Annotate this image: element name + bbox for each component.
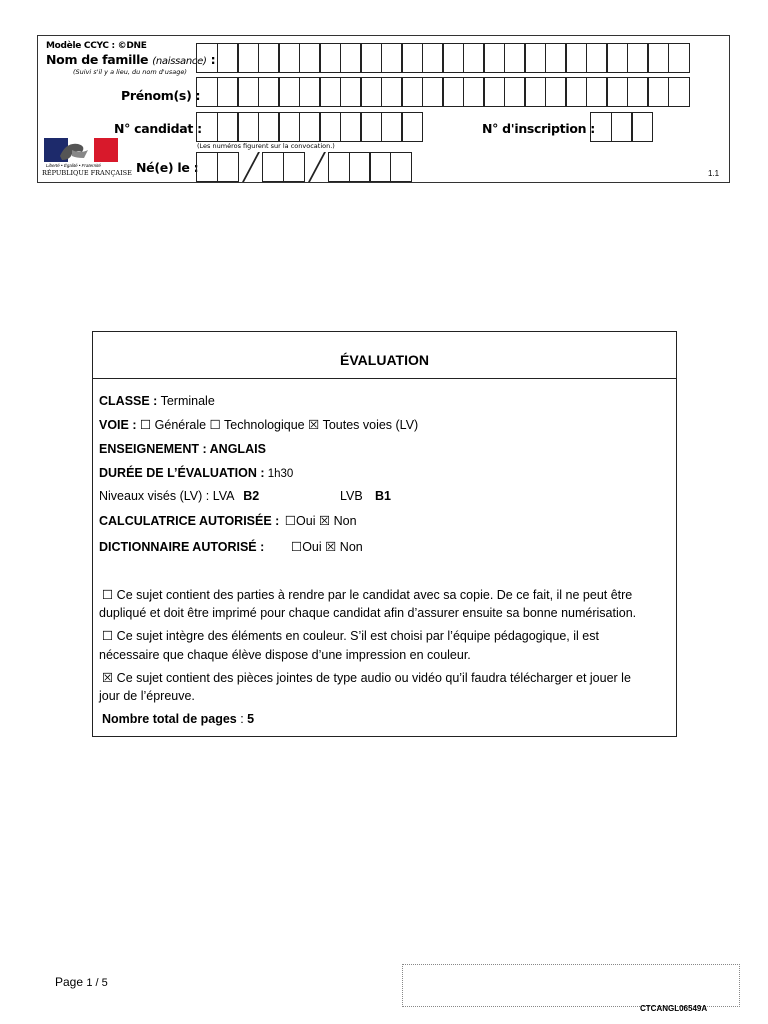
character-box[interactable]: [258, 43, 280, 73]
prenom-label: Prénom(s) :: [121, 88, 201, 103]
character-box[interactable]: [196, 43, 218, 73]
character-box[interactable]: [586, 77, 608, 107]
pages-line: Nombre total de pages : 5: [102, 712, 255, 726]
character-box[interactable]: [442, 43, 464, 73]
model-label: Modèle CCYC : ©DNE: [46, 41, 147, 51]
document-code: CTCANGL06549A: [640, 1004, 708, 1013]
nele-label: Né(e) le :: [136, 160, 199, 175]
calculatrice-line: CALCULATRICE AUTORISÉE : ☐Oui ☒ Non: [99, 514, 357, 528]
character-box[interactable]: [349, 152, 371, 182]
candidat-field[interactable]: [196, 112, 422, 142]
character-box[interactable]: [524, 43, 546, 73]
birth-day-field[interactable]: [196, 152, 237, 182]
character-box[interactable]: [442, 77, 464, 107]
dictionnaire-line: DICTIONNAIRE AUTORISÉ : ☐Oui ☒ Non: [99, 540, 363, 554]
page-number: Page 1 / 5: [55, 975, 108, 989]
classe-line: CLASSE : Terminale: [99, 394, 215, 408]
character-box[interactable]: [504, 77, 526, 107]
note-copie-line1: ☐ Ce sujet contient des parties à rendre par le candidat avec sa copie. De ce fait, il ne peut être: [102, 588, 633, 602]
character-box[interactable]: [237, 43, 259, 73]
character-box[interactable]: [360, 77, 382, 107]
character-box[interactable]: [196, 152, 218, 182]
inscription-label: N° d'inscription :: [482, 121, 595, 136]
note-couleur-line1: ☐ Ce sujet intègre des éléments en couleur. S’il est choisi par l’équipe pédagogique, il est: [102, 629, 599, 643]
character-box[interactable]: [627, 77, 649, 107]
character-box[interactable]: [258, 112, 280, 142]
character-box[interactable]: [283, 152, 305, 182]
character-box[interactable]: [299, 43, 321, 73]
form-version: 1.1: [708, 169, 720, 178]
character-box[interactable]: [328, 152, 350, 182]
inscription-field[interactable]: [590, 112, 652, 142]
character-box[interactable]: [360, 112, 382, 142]
candidat-note: (Les numéros figurent sur la convocation.): [197, 142, 335, 150]
character-box[interactable]: [381, 112, 403, 142]
character-box[interactable]: [278, 43, 300, 73]
character-box[interactable]: [237, 112, 259, 142]
character-box[interactable]: [381, 77, 403, 107]
evaluation-header: [93, 332, 676, 379]
nom-sub-label: (Suivi s'il y a lieu, du nom d'usage): [73, 68, 187, 76]
character-box[interactable]: [217, 152, 239, 182]
nom-naissance: (naissance): [152, 56, 207, 67]
character-box[interactable]: [340, 112, 362, 142]
character-box[interactable]: [631, 112, 653, 142]
character-box[interactable]: [390, 152, 412, 182]
footer-stamp-box: [402, 964, 740, 1007]
note-couleur-line2: nécessaire que chaque élève dispose d’une impression en couleur.: [99, 648, 471, 662]
enseignement-line: ENSEIGNEMENT : ANGLAIS: [99, 442, 266, 456]
character-box[interactable]: [401, 77, 423, 107]
character-box[interactable]: [647, 43, 669, 73]
logo-motto: Liberté • Égalité • Fraternité: [46, 163, 101, 168]
character-box[interactable]: [627, 43, 649, 73]
character-box[interactable]: [504, 43, 526, 73]
character-box[interactable]: [196, 77, 218, 107]
character-box[interactable]: [545, 43, 567, 73]
character-box[interactable]: [401, 43, 423, 73]
character-box[interactable]: [606, 77, 628, 107]
character-box[interactable]: [524, 77, 546, 107]
republique-logo: [42, 136, 132, 182]
note-audio-line2: jour de l’épreuve.: [99, 689, 195, 703]
character-box[interactable]: [565, 77, 587, 107]
character-box[interactable]: [381, 43, 403, 73]
character-box[interactable]: [217, 77, 239, 107]
character-box[interactable]: [422, 77, 444, 107]
birth-month-field[interactable]: [262, 152, 303, 182]
character-box[interactable]: [319, 112, 341, 142]
character-box[interactable]: [647, 77, 669, 107]
character-box[interactable]: [668, 77, 690, 107]
character-box[interactable]: [606, 43, 628, 73]
niveaux-line: Niveaux visés (LV) : LVA B2 LVB B1: [99, 489, 391, 503]
logo-text: RÉPUBLIQUE FRANÇAISE: [42, 169, 132, 177]
note-copie-line2: dupliqué et doit être imprimé pour chaque candidat afin d’assurer ensuite sa bonne numérisation.: [99, 606, 637, 620]
character-box[interactable]: [299, 77, 321, 107]
character-box[interactable]: [545, 77, 567, 107]
note-audio-line1: ☒ Ce sujet contient des pièces jointes de type audio ou vidéo qu’il faudra télécharger et jouer le: [102, 671, 631, 685]
nom-field[interactable]: [196, 43, 688, 73]
character-box[interactable]: [463, 43, 485, 73]
character-box[interactable]: [319, 77, 341, 107]
nom-label: Nom de famille (naissance) :: [46, 52, 216, 67]
character-box[interactable]: [565, 43, 587, 73]
evaluation-box: [92, 331, 677, 737]
character-box[interactable]: [483, 43, 505, 73]
character-box[interactable]: [340, 77, 362, 107]
character-box[interactable]: [237, 77, 259, 107]
duree-line: DURÉE DE L’ÉVALUATION : 1h30: [99, 466, 294, 480]
character-box[interactable]: [299, 112, 321, 142]
character-box[interactable]: [590, 112, 612, 142]
character-box[interactable]: [422, 43, 444, 73]
character-box[interactable]: [319, 43, 341, 73]
character-box[interactable]: [196, 112, 218, 142]
character-box[interactable]: [369, 152, 391, 182]
character-box[interactable]: [463, 77, 485, 107]
candidat-label: N° candidat :: [114, 121, 202, 136]
voie-line: VOIE : ☐ Générale ☐ Technologique ☒ Toutes voies (LV): [99, 418, 419, 432]
character-box[interactable]: [340, 43, 362, 73]
character-box[interactable]: [262, 152, 284, 182]
prenom-field[interactable]: [196, 77, 688, 107]
character-box[interactable]: [278, 112, 300, 142]
character-box[interactable]: [668, 43, 690, 73]
character-box[interactable]: [278, 77, 300, 107]
character-box[interactable]: [401, 112, 423, 142]
character-box[interactable]: [217, 43, 239, 73]
character-box[interactable]: [611, 112, 633, 142]
evaluation-title: ÉVALUATION: [340, 352, 429, 368]
character-box[interactable]: [360, 43, 382, 73]
birth-year-field[interactable]: [328, 152, 410, 182]
character-box[interactable]: [258, 77, 280, 107]
character-box[interactable]: [217, 112, 239, 142]
character-box[interactable]: [483, 77, 505, 107]
character-box[interactable]: [586, 43, 608, 73]
